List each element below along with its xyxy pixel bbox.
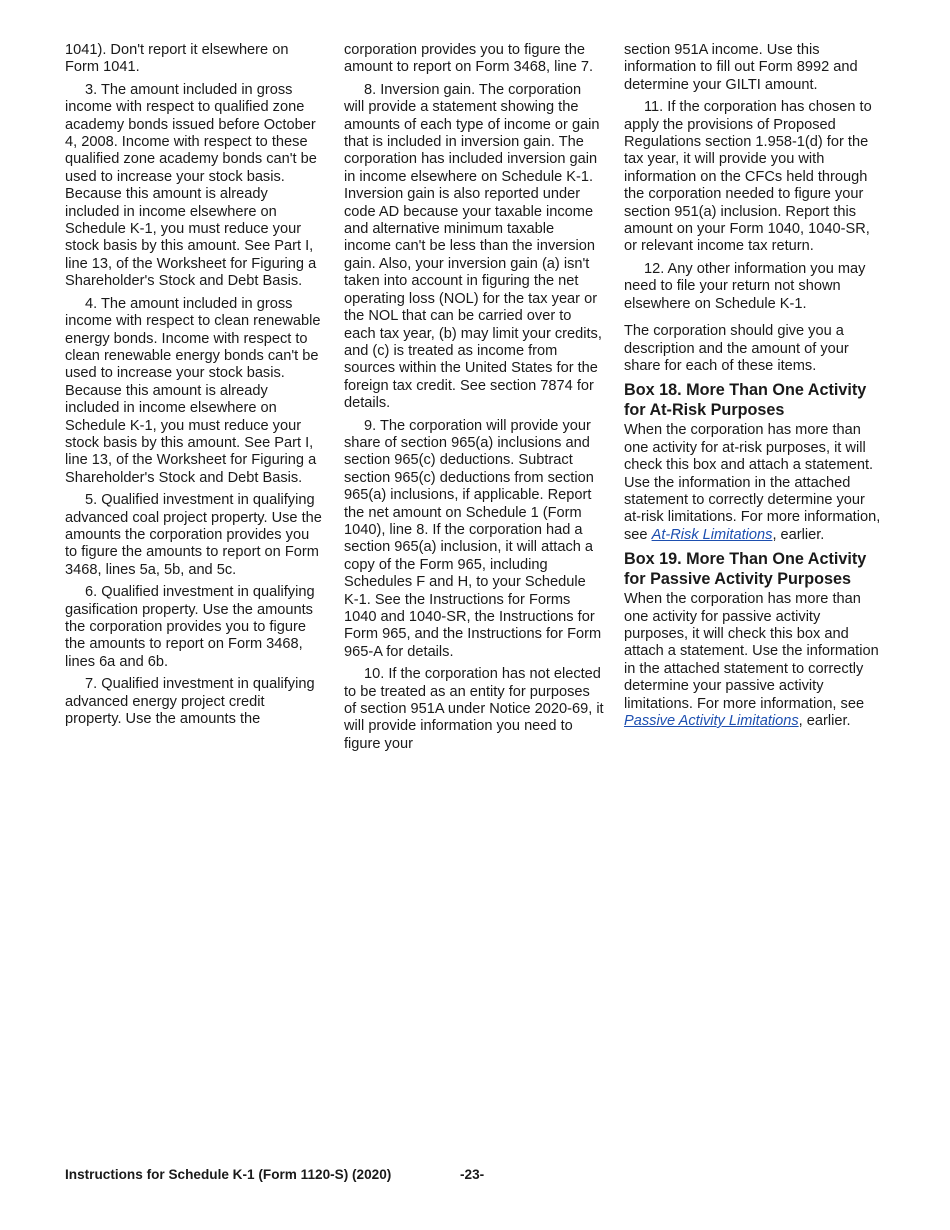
paragraph-item-6: 6. Qualified investment in qualifying gasification property. Use the amounts the corporation provides you to figure the amounts to report on Form 3468, lines 6a and 6b. [65, 584, 315, 670]
passive-activity-limitations-link[interactable]: Passive Activity Limitations [624, 713, 799, 729]
paragraph-item-8: 8. Inversion gain. The corporation will provide a statement showing the amounts of each type of income or gain that is included in inversion gain. The corporation has included inversion gain in income elsewhere on Schedule K-1. Inversion gain is also reported under code AD because your taxable income and alternative minimum taxable income can't be less than the inversion gain. Also, your inversion gain (a) isn't taken into account in figuring the net operating loss (NOL) for the tax year or the NOL that can be carried over to each tax year, (b) may limit your credits, and (c) is treated as income from sources within the United States for the foreign tax credit. See section 7874 for details. [344, 81, 602, 412]
paragraph-item-5: 5. Qualified investment in qualifying advanced coal project property. Use the amounts the corporation provides you to figure the amounts to report on Form 3468, lines 5a, 5b, and 5c. [65, 492, 322, 578]
paragraph-item-3: 3. The amount included in gross income with respect to qualified zone academy bonds issued before October 4, 2008. Income with respect to these qualified zone academy bonds can't be used to increase your stock basis. Because this amount is already included in income elsewhere on Schedule K-1, you must reduce your stock basis by this amount. See Part I, line 13, of the Worksheet for Figuring a Shareholder's Stock and Debt Basis. [65, 81, 317, 290]
footer-title: Instructions for Schedule K-1 (Form 1120-S) (2020) [65, 1167, 392, 1182]
box-19-heading: Box 19. More Than One Activity for Passive Activity Purposes [624, 550, 867, 589]
box-19-tail: , earlier. [798, 713, 851, 729]
column-3 [624, 42, 884, 735]
paragraph-summary: The corporation should give you a description and the amount of your share for each of these items. [624, 323, 849, 374]
paragraph-item-9: 9. The corporation will provide your share of section 965(a) inclusions and section 965(c) deductions. Subtract section 965(c) deductions from section 965(a) inclusions, if applicable. Report the net amount on Schedule 1 (Form 1040), line 8. If the corporation had a section 965(a) inclusion, it will attach a copy of the Form 965, including Schedules F and H, to your Schedule K-1. See the Instructions for Forms 1040 and 1040-SR, the Instructions for Form 965, and the Instructions for Form 965-A for details. [344, 417, 602, 660]
paragraph-item-4: 4. The amount included in gross income with respect to clean renewable energy bonds. Income with respect to clean renewable energy bonds can't be used to increase your stock basis. Because this amount is already included in income elsewhere on Schedule K-1, you must reduce your stock basis by this amount. See Part I, line 13, of the Worksheet for Figuring a Shareholder's Stock and Debt Basis. [65, 295, 321, 486]
paragraph-item-10: 10. If the corporation has not elected to be treated as an entity for purposes of section 951A under Notice 2020-69, it will provide information you need to figure your [344, 666, 604, 752]
page-number: -23- [460, 1167, 485, 1182]
column-1 [65, 42, 325, 733]
at-risk-limitations-link[interactable]: At-Risk Limitations [651, 526, 773, 543]
paragraph: corporation provides you to figure the amount to report on Form 3468, line 7. [344, 42, 594, 76]
box-18-body: When the corporation has more than one activity for at-risk purposes, it will check this box and attach a statement. Use the information in the attached statement to correctly determine your at-risk limitations. For more information, see [624, 422, 881, 543]
box-19-body: When the corporation has more than one activity for passive activity purposes, it will check this box and attach a statement. Use the information in the attached statement to correctly determine your passive activity limitations. For more information, see [624, 591, 879, 712]
box-18-text [624, 422, 884, 544]
box-18-heading: Box 18. More Than One Activity for At-Risk Purposes [624, 381, 867, 420]
paragraph: section 951A income. Use this information to fill out Form 8992 and determine your GILTI amount. [624, 42, 858, 93]
paragraph-item-12: 12. Any other information you may need to file your return not shown elsewhere on Schedule K-1. [624, 260, 866, 312]
column-2 [344, 42, 604, 758]
box-19-text [624, 591, 884, 730]
paragraph-item-7: 7. Qualified investment in qualifying advanced energy project credit property. Use the amounts the [65, 676, 315, 728]
box-18-tail: , earlier. [772, 526, 825, 543]
paragraph: 1041). Don't report it elsewhere on Form 1041. [65, 42, 289, 76]
paragraph-item-11: 11. If the corporation has chosen to apply the provisions of Proposed Regulations section 1.958-1(d) for the tax year, it will provide you with information on the CFCs held through the corporation needed to figure your section 951(a) inclusion. Report this amount on your Form 1040, 1040-SR, or relevant income tax return. [624, 99, 872, 255]
